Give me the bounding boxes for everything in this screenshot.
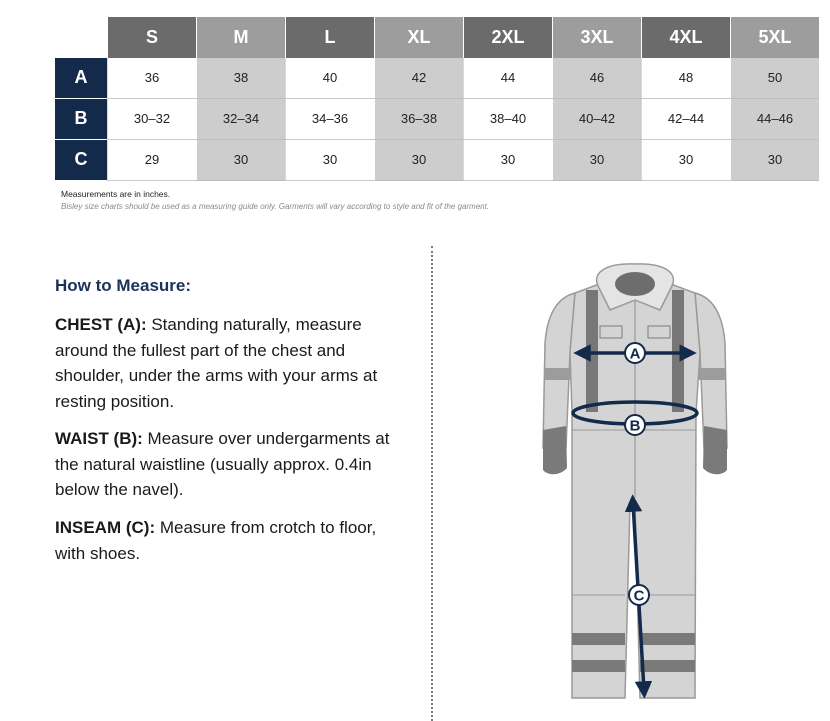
table-row [55,58,819,99]
disclaimer-note: Bisley size charts should be used as a measuring guide only. Garments will vary according to style and fit of the garment. [61,202,490,211]
size-header: 3XL [553,17,642,58]
table-cell: 40 [286,58,375,99]
row-label: B [55,98,108,139]
chest-text: Standing naturally, measure around the fullest part of the chest and shoulder, under the arms with your arms at resting position. [55,315,378,411]
inseam-text: Measure from crotch to floor, with shoes. [55,518,377,563]
table-cell: 30 [286,139,375,180]
table-cell: 38–40 [464,98,553,139]
size-chart-table [55,17,819,181]
waist-instruction [55,426,395,503]
size-header: M [197,17,286,58]
size-header: L [286,17,375,58]
table-cell: 29 [108,139,197,180]
marker-c: C [633,587,645,605]
table-cell: 44 [464,58,553,99]
chest-instruction [55,312,395,414]
table-cell: 44–46 [731,98,820,139]
table-cell: 30 [464,139,553,180]
waist-text: Measure over undergarments at the natural waistline (usually approx. 0.4in below the navel). [55,429,390,499]
inseam-instruction [55,515,395,566]
chest-label: CHEST (A): [55,315,147,334]
table-cell: 30 [197,139,286,180]
size-header: XL [375,17,464,58]
size-header: S [108,17,197,58]
marker-a: A [629,345,641,363]
table-cell: 48 [642,58,731,99]
table-cell: 38 [197,58,286,99]
table-cell: 34–36 [286,98,375,139]
table-cell: 42 [375,58,464,99]
table-cell: 50 [731,58,820,99]
row-label: C [55,139,108,180]
row-label: A [55,58,108,99]
table-cell: 46 [553,58,642,99]
table-corner [55,17,108,58]
coverall-garment [543,264,727,698]
table-cell: 30 [642,139,731,180]
coverall-measurement-figure [530,258,740,708]
marker-b: B [629,417,641,435]
table-cell: 30–32 [108,98,197,139]
table-row [55,98,819,139]
table-cell: 40–42 [553,98,642,139]
size-header: 4XL [642,17,731,58]
dotted-divider [431,246,433,721]
table-cell: 30 [553,139,642,180]
size-header: 2XL [464,17,553,58]
waist-label: WAIST (B): [55,429,143,448]
inseam-label: INSEAM (C): [55,518,156,537]
size-header: 5XL [731,17,820,58]
table-cell: 30 [375,139,464,180]
size-header-row [55,17,819,58]
table-cell: 36–38 [375,98,464,139]
table-cell: 30 [731,139,820,180]
table-cell: 36 [108,58,197,99]
how-to-measure-title: How to Measure: [55,276,192,295]
units-note: Measurements are in inches. [61,189,171,199]
table-cell: 42–44 [642,98,731,139]
table-row [55,139,819,180]
table-cell: 32–34 [197,98,286,139]
